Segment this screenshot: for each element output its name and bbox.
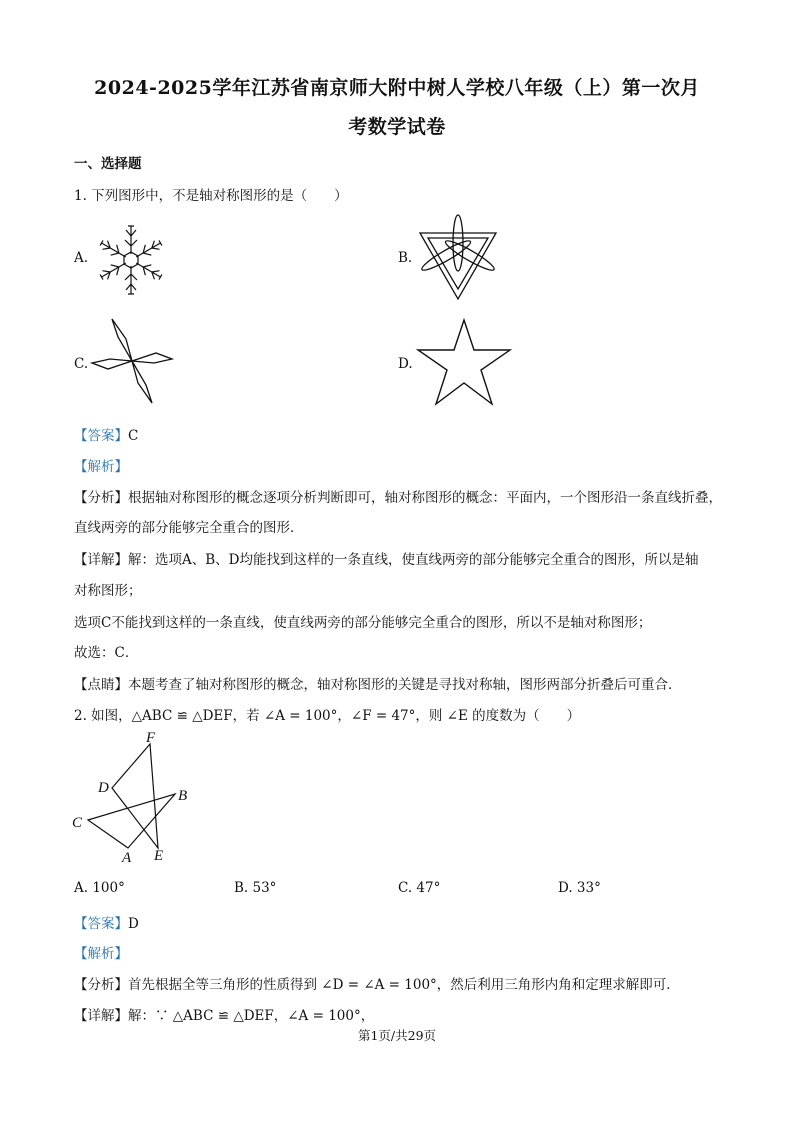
page-number: 第1页/共29页 (357, 1028, 437, 1043)
q2-jiexi: 【解析】 (74, 946, 128, 962)
label-B: B (178, 788, 188, 804)
q2-answer: 【答案】D (74, 916, 139, 932)
q2-choice-d: D. 33° (558, 880, 601, 896)
star-figure (416, 318, 512, 406)
q1-detail-4: 故选：C． (74, 645, 139, 661)
q1-remark: 【点睛】本题考查了轴对称图形的概念，轴对称图形的关键是寻找对称轴，图形两部分折叠后可重合． (74, 677, 682, 693)
q1-detail-2: 对称图形； (74, 583, 142, 599)
congruent-triangles-figure (70, 732, 210, 867)
q1-option-b-label: B. (398, 250, 413, 266)
q1-analysis-1: 【分析】根据轴对称图形的概念逐项分析判断即可，轴对称图形的概念：平面内，一个图形沿一条直线折叠， (74, 490, 722, 506)
q1-analysis-2: 直线两旁的部分能够完全重合的图形． (74, 520, 304, 536)
q2-analysis: 【分析】首先根据全等三角形的性质得到 ∠D = ∠A = 100°，然后利用三角形内角和定理求解即可． (74, 977, 680, 993)
q1-option-a-label: A. (74, 250, 89, 266)
pinwheel-figure (92, 316, 172, 406)
q2-choice-b: B. 53° (234, 880, 277, 896)
label-C: C (72, 815, 83, 831)
label-F: F (146, 730, 156, 746)
q2-detail: 【详解】解：∵ △ABC ≌ △DEF，∠A = 100°， (74, 1008, 375, 1024)
q2-choice-a: A. 100° (74, 880, 125, 896)
q2-stem: 2. 如图，△ABC ≌ △DEF，若 ∠A = 100°，∠F = 47°，则 ∠E 的度数为（ ） (74, 708, 581, 724)
q1-detail-3: 选项C不能找到这样的一条直线，使直线两旁的部分能够完全重合的图形，所以不是轴对称图形； (74, 615, 652, 631)
q1-stem: 1. 下列图形中，不是轴对称图形的是（ ） (74, 188, 348, 204)
triangle-propeller-figure (418, 213, 498, 303)
label-A: A (122, 850, 132, 866)
snowflake-figure (86, 220, 176, 300)
doc-title-line1: 2024-2025学年江苏省南京师大附中树人学校八年级（上）第一次月 (94, 77, 700, 99)
q1-jiexi: 【解析】 (74, 459, 128, 475)
q1-detail-1: 【详解】解：选项A、B、D均能找到这样的一条直线，使直线两旁的部分能够完全重合的图形，所以是轴 (74, 552, 699, 568)
doc-title-line2: 考数学试卷 (348, 116, 446, 138)
q1-option-d-label: D. (398, 356, 413, 372)
q1-option-c-label: C. (74, 356, 89, 372)
q2-choice-c: C. 47° (398, 880, 441, 896)
q1-answer: 【答案】C (74, 428, 139, 444)
label-D: D (98, 780, 109, 796)
label-E: E (154, 848, 164, 864)
section-heading: 一、选择题 (74, 156, 142, 172)
